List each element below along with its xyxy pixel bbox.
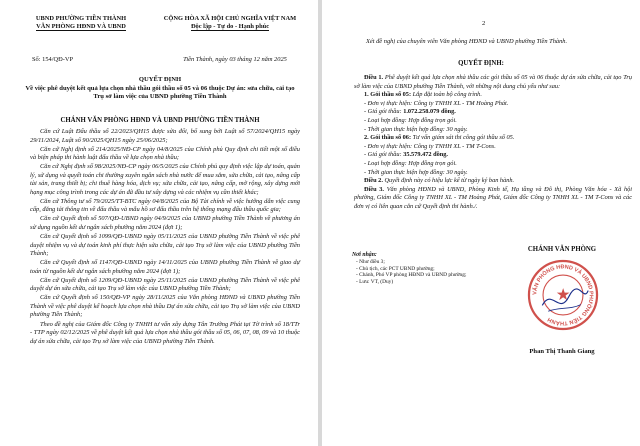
recipient-item: - Như điều 3; (356, 258, 385, 265)
article-2 (354, 177, 632, 186)
article-2-text: Quyết định này có hiệu lực kể từ ngày ký ban hành. (384, 177, 515, 185)
seal-star-icon: ★ (555, 285, 571, 305)
article-3-text: Văn phòng HĐND và UBND, Phòng Kinh tế, Hạ tầng và Đô thị, Phòng Văn hóa - Xã hội phường, Giám đốc Công ty TNHH XL - TM Hoàng Phát, Giám đốc Công ty TNHH XL - TM T-Cons và các đơn vị có liên quan căn cứ Quyết định thi hành./. (354, 185, 632, 210)
article-2-label: Điều 2. (364, 177, 383, 185)
package-1-contractor: - Đơn vị thực hiện: Công ty TNHH XL - TM Hoàng Phát. (364, 99, 509, 107)
agency-line-1: UBND PHƯỜNG TIỀN THÀNH (35, 15, 127, 22)
legal-basis-item: Căn cứ Quyết định số 1147/QĐ-UBND ngày 14/11/2025 của UBND phường Tiền Thành về giao dự toán từ nguồn kết dư ngân sách phường năm 2024 (đợt 1); (30, 259, 300, 275)
package-2-duration: - Thời gian thực hiện hợp đồng: 30 ngày. (364, 168, 468, 176)
package-1-heading (354, 91, 632, 100)
intro-paragraph: Xét đề nghị của chuyên viên Văn phòng HĐND và UBND phường Tiền Thành. (366, 38, 568, 45)
decision-articles (354, 74, 632, 212)
signer-name: Phan Thị Thanh Giang (529, 348, 595, 355)
agency-line-2: VĂN PHÒNG HĐND VÀ UBND (36, 23, 126, 30)
country-name: CỘNG HÒA XÃ HỘI CHỦ NGHĨA VIỆT NAM (163, 15, 297, 22)
package-2-contractor: - Đơn vị thực hiện: Công ty TNHH XL - TM T-Cons. (364, 142, 496, 150)
document-title: QUYẾT ĐỊNH (138, 76, 182, 83)
article-3-label: Điều 3. (364, 185, 384, 193)
package-1-price: 1.072.258.079 đồng. (403, 108, 456, 116)
issuing-authority: CHÁNH VĂN PHÒNG HĐND VÀ UBND PHƯỜNG TIỀN THÀNH (60, 117, 260, 124)
article-1-label: Điều 1. (364, 74, 384, 81)
document-page-2 (322, 0, 640, 446)
package-1-label: 1. Gói thầu số 05: (364, 91, 412, 99)
article-1 (354, 74, 632, 91)
signer-title: CHÁNH VĂN PHÒNG (527, 246, 597, 253)
package-2-contract-type: - Loại hợp đồng: Hợp đồng trọn gói. (364, 159, 457, 167)
package-2-price: 35.579.472 đồng. (403, 151, 448, 159)
document-page-1 (0, 0, 318, 446)
package-2-name: Tư vấn giám sát thi công gói thầu số 05. (412, 134, 515, 142)
package-1-price-label: - Giá gói thầu: (364, 108, 402, 116)
package-2-heading (354, 134, 632, 143)
national-motto-header (150, 15, 310, 31)
document-subject: Về việc phê duyệt kết quả lựa chọn nhà thầu gói thầu số 05 và 06 thuộc Dự án: sửa chữa, cải tạo Trụ sở làm việc của UBND phường Tiền Thành (25, 85, 295, 101)
recipient-item: - Chánh, Phó VP phòng HĐND và UBND phường; (356, 272, 467, 279)
legal-basis-item: Theo đề nghị của Giám đốc Công ty TNHH tư vấn xây dựng Tân Trường Phát tại Tờ trình số 18/TTr - TTP ngày 02/12/2025 về phê duyệt kết quả lựa chọn nhà thầu gói thầu số 05, 06, 07, 08, 09 và 10 thuộc dự án sửa chữa, cải tạo Trụ sở làm việc của UBND phường Tiền Thành. (30, 320, 300, 345)
recipients-label: Nơi nhận: (352, 252, 377, 258)
package-2-label: 2. Gói thầu số 06: (364, 134, 412, 142)
recipient-item: - Chủ tịch, các PCT UBND phường; (356, 265, 435, 272)
official-seal-icon (526, 258, 600, 332)
recipient-item: - Lưu: VT, (Duy) (356, 279, 394, 286)
package-1-price-row (354, 108, 632, 117)
page-number: 2 (482, 20, 486, 27)
document-number: Số: 154/QĐ-VP (32, 56, 74, 63)
legal-bases (30, 128, 300, 346)
place-and-date: Tiền Thành, ngày 03 tháng 12 năm 2025 (183, 56, 287, 63)
issuing-agency-header (16, 15, 146, 31)
legal-basis-item: Căn cứ Quyết định số 507/QĐ-UBND ngày 04/9/2025 của UBND phường Tiền Thành về phương án sử dụng nguồn kết dư ngân sách phường năm 2024 (đợt 1); (30, 215, 300, 232)
legal-basis-item: Căn cứ Nghị định số 214/2025/NĐ-CP ngày 04/8/2025 của Chính phủ Quy định chi tiết một số điều và biện pháp thi hành luật đấu thầu về lựa chọn nhà thầu; (30, 145, 300, 162)
motto: Độc lập - Tự do - Hạnh phúc (190, 23, 270, 30)
package-1-contract-type: - Loại hợp đồng: Hợp đồng trọn gói. (364, 116, 457, 124)
article-1-text: Phê duyệt kết quả lựa chọn nhà thầu các gói thầu số 05 và 06 thuộc dự án sửa chữa, cải tạo Trụ sở làm việc của UBND phường Tiền Thành, với những nội dung chủ yếu như sau: (354, 74, 632, 90)
package-2-price-row (354, 151, 632, 160)
package-1-duration: - Thời gian thực hiện hợp đồng: 30 ngày. (364, 125, 468, 133)
legal-basis-item: Căn cứ Quyết định số 1209/QĐ-UBND ngày 25/11/2025 của UBND phường Tiền Thành về việc phê duyệt dự án sửa chữa, cải tạo Trụ sở làm việc của UBND phường Tiền Thành; (30, 276, 300, 293)
package-1-name: Lắp đặt toàn bộ công trình. (412, 91, 482, 99)
package-2-price-label: - Giá gói thầu: (364, 151, 402, 159)
decision-heading: QUYẾT ĐỊNH: (458, 60, 504, 67)
legal-basis-item: Căn cứ Quyết định số 150/QĐ-VP ngày 28/11/2025 của Văn phòng HĐND và UBND phường Tiền Thành về việc phê duyệt kế hoạch lựa chọn nhà thầu Dự án sửa chữa, cải tạo Trụ sở làm việc của UBND phường Tiền Thành; (30, 294, 300, 319)
recipients-block (352, 252, 482, 286)
article-3 (354, 186, 632, 212)
legal-basis-item: Căn cứ Nghị định số 98/2025/NĐ-CP ngày 06/5/2025 của Chính phủ quy định việc lập dự toán, quản lý, sử dụng và quyết toán chi thường xuyên ngân sách nhà nước để mua sắm, sửa chữa, cải tạo, nâng cấp tài sản, trang thiết bị; chi thuê hàng hóa, dịch vụ; sửa chữa, cải tạo, nâng cấp, mở rộng, xây dựng mới hạng mục công trình trong các dự án đã đầu tư xây dựng và các nhiệm vụ cần thiết khác; (30, 163, 300, 196)
legal-basis-item: Căn cứ Thông tư số 79/2025/TT-BTC ngày 04/8/2025 của Bộ Tài chính về việc hướng dẫn việc cung cấp, đăng tải thông tin về đấu thầu và mẫu hồ sơ đấu thầu trên hệ thống mạng đấu thầu quốc gia; (30, 197, 300, 214)
legal-basis-item: Căn cứ Quyết định số 1099/QĐ-UBND ngày 05/11/2025 của UBND phường Tiền Thành về việc phê duyệt nhiệm vụ và dự toán kinh phí thực hiện sửa chữa, cải tạo Trụ sở làm việc của UBND phường Tiền Thành; (30, 233, 300, 258)
legal-basis-item: Căn cứ Luật Đấu thầu số 22/2023/QH15 được sửa đổi, bổ sung bởi Luật số 57/2024/QH15 ngày 29/11/2024, Luật số 90/2025/QH15 ngày 25/06/2025; (30, 128, 300, 144)
seal-text: VĂN PHÒNG HĐND VÀ UBND PHƯỜNG TIỀN THÀNH (532, 264, 594, 326)
